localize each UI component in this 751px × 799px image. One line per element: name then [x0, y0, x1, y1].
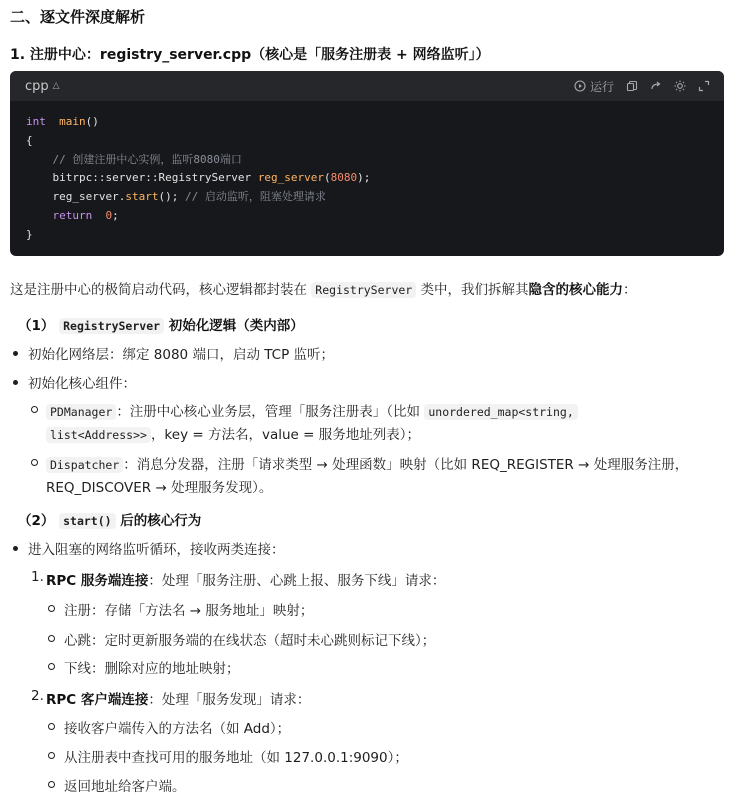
- list-item: [46, 400, 578, 420]
- code-token: reg_server.: [52, 190, 126, 204]
- list-item: [46, 688, 310, 708]
- inline-code: Dispatcher: [46, 457, 123, 473]
- code-token: // 启动监听，阻塞处理请求: [184, 190, 326, 204]
- code-line: [26, 113, 708, 132]
- bullet-circle: [31, 459, 38, 466]
- run-button[interactable]: [574, 78, 614, 95]
- subheading-prefix: （2）: [18, 513, 55, 529]
- subheading-text: 后的核心行为: [120, 513, 202, 529]
- subheading-init: [18, 314, 304, 334]
- list-item: 注册：存储「方法名 → 服务地址」映射；: [64, 603, 314, 619]
- list-item: 下线：删除对应的地址映射；: [64, 661, 240, 677]
- bullet-dot: [13, 546, 18, 551]
- intro-text: ：: [623, 282, 637, 298]
- list-item-continued: REQ_DISCOVER → 处理服务发现）。: [46, 480, 273, 496]
- code-token: reg_server: [257, 171, 325, 185]
- inline-code: start(): [59, 513, 115, 529]
- code-token: start: [125, 190, 159, 204]
- code-token: ;: [112, 208, 119, 222]
- file-heading: 1. 注册中心：registry_server.cpp（核心是「服务注册表 + 网络监听」）: [10, 47, 490, 63]
- inline-code: RegistryServer: [59, 318, 164, 334]
- item-text: ：消息分发器，注册「请求类型 → 处理函数」映射（比如 REQ_REGISTER → 处理服务注册，: [123, 457, 689, 473]
- bullet-circle: [48, 752, 55, 759]
- share-arrow-icon: [650, 80, 662, 92]
- code-line: [26, 226, 708, 245]
- code-line: [26, 207, 708, 226]
- item-text: ，key = 方法名，value = 服务地址列表）；: [150, 427, 420, 443]
- play-icon: [574, 80, 586, 92]
- list-item: 心跳：定时更新服务端的在线状态（超时未心跳则标记下线）；: [64, 633, 436, 649]
- code-token: }: [26, 227, 33, 241]
- inline-code: unordered_map<string,: [424, 404, 577, 420]
- copy-icon: [626, 80, 638, 92]
- list-number: 1.: [31, 569, 44, 585]
- bullet-dot: [13, 380, 18, 385]
- code-block: [10, 71, 724, 256]
- code-header: [10, 71, 724, 101]
- code-line: [26, 169, 708, 188]
- share-button[interactable]: [650, 80, 662, 92]
- code-line: [26, 151, 708, 170]
- chevron-up-icon: △: [52, 81, 60, 91]
- code-line: [26, 188, 708, 207]
- code-token: );: [357, 171, 371, 185]
- bullet-circle: [48, 663, 55, 670]
- intro-bold: 隐含的核心能力: [528, 282, 624, 298]
- code-token: [46, 115, 59, 128]
- inline-code: RegistryServer: [311, 282, 416, 298]
- code-token: {: [26, 133, 33, 147]
- intro-text: 这是注册中心的极简启动代码，核心逻辑都封装在: [10, 282, 307, 298]
- inline-code: list<Address>>: [46, 427, 151, 443]
- bullet-circle: [48, 723, 55, 730]
- copy-button[interactable]: [626, 80, 638, 92]
- run-label: 运行: [589, 79, 614, 94]
- item-bold: RPC 客户端连接: [46, 692, 149, 708]
- code-line: [26, 132, 708, 151]
- subheading-prefix: （1）: [18, 318, 55, 334]
- code-content[interactable]: [10, 101, 724, 245]
- code-token: ();: [158, 190, 185, 204]
- code-token: main: [59, 115, 86, 128]
- list-item: [46, 569, 445, 589]
- item-text: ：注册中心核心业务层，管理「服务注册表」（比如: [116, 404, 421, 420]
- sun-icon: [674, 80, 686, 92]
- bullet-circle: [48, 635, 55, 642]
- list-item: 从注册表中查找可用的服务地址（如 127.0.0.1:9090）；: [64, 750, 408, 766]
- bullet-circle: [48, 781, 55, 788]
- theme-toggle-button[interactable]: [674, 80, 686, 92]
- list-item: 初始化核心组件：: [28, 376, 136, 392]
- list-item: 初始化网络层：绑定 8080 端口，启动 TCP 监听；: [28, 347, 335, 363]
- item-text: ：处理「服务发现」请求：: [148, 692, 311, 708]
- code-token: return: [52, 208, 93, 222]
- code-token: (: [324, 171, 331, 185]
- code-token: // 创建注册中心实例，监听8080端口: [52, 152, 242, 166]
- code-token: 0: [105, 208, 113, 222]
- bullet-circle: [31, 406, 38, 413]
- list-item: [46, 453, 688, 473]
- bullet-dot: [13, 351, 18, 356]
- language-selector[interactable]: [25, 79, 60, 94]
- list-item-continued: [46, 423, 420, 443]
- list-item: 进入阻塞的网络监听循环，接收两类连接：: [28, 542, 285, 558]
- list-item: 返回地址给客户端。: [64, 779, 186, 795]
- list-item: 接收客户端传入的方法名（如 Add）；: [64, 721, 291, 737]
- subheading-text: 初始化逻辑（类内部）: [168, 318, 304, 334]
- subheading-start: [18, 509, 201, 529]
- intro-paragraph: [10, 278, 637, 298]
- inline-code: PDManager: [46, 404, 116, 420]
- code-token: int: [26, 115, 46, 128]
- expand-icon: [698, 80, 710, 92]
- section-title: 二、逐文件深度解析: [10, 8, 146, 26]
- item-text: ：处理「服务注册、心跳上报、服务下线」请求：: [148, 573, 446, 589]
- intro-text: 类中，我们拆解其: [420, 282, 529, 298]
- bullet-circle: [48, 605, 55, 612]
- list-number: 2.: [31, 688, 44, 704]
- code-token: 8080: [330, 171, 358, 185]
- language-label: cpp: [25, 78, 49, 94]
- code-token: bitrpc::server::RegistryServer: [52, 171, 258, 185]
- expand-button[interactable]: [698, 80, 710, 92]
- code-token: (): [85, 115, 99, 128]
- item-bold: RPC 服务端连接: [46, 573, 149, 589]
- code-token: [92, 209, 105, 222]
